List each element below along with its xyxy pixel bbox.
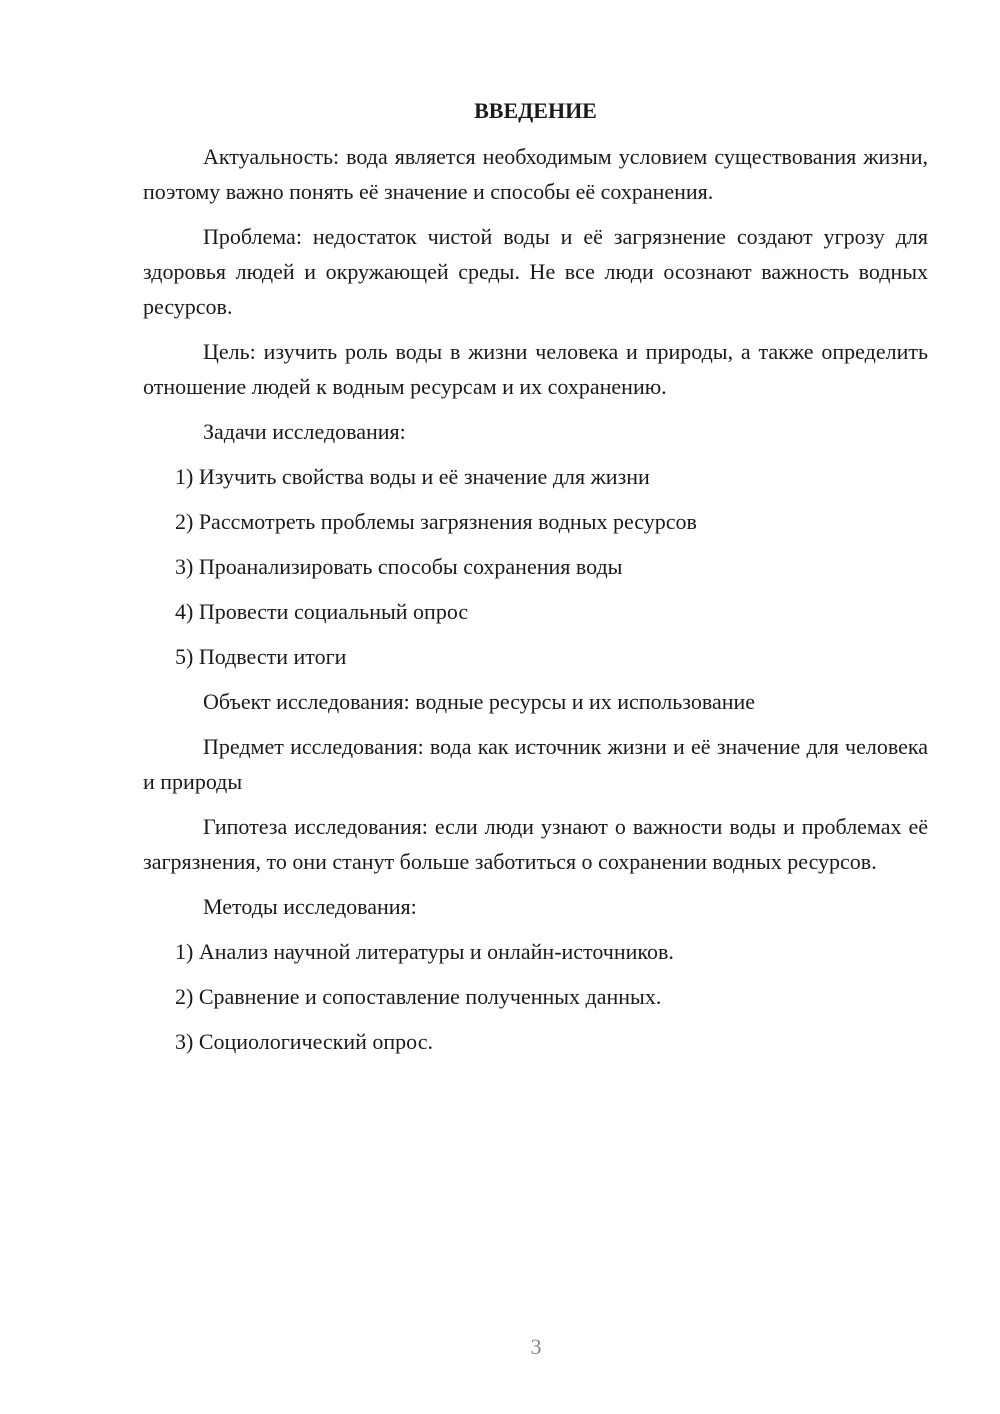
object-paragraph: Объект исследования: водные ресурсы и их использование (203, 689, 756, 714)
subject-paragraph: Предмет исследования: вода как источник жизни и её значение для человека и природы (143, 734, 928, 794)
list-item: 3) Проанализировать способы сохранения воды (175, 554, 623, 579)
document-body (143, 96, 928, 1069)
list-item: 2) Рассмотреть проблемы загрязнения водных ресурсов (175, 509, 697, 534)
methods-title: Методы исследования: (203, 894, 417, 919)
list-item: 2) Сравнение и сопоставление полученных данных. (175, 984, 662, 1009)
list-item: 1) Изучить свойства воды и её значение для жизни (175, 464, 650, 489)
goal-paragraph: Цель: изучить роль воды в жизни человека и природы, а также определить отношение людей к водным ресурсам и их сохранению. (143, 339, 928, 399)
tasks-title: Задачи исследования: (203, 419, 406, 444)
list-item: 3) Социологический опрос. (175, 1029, 433, 1054)
tasks-list (143, 459, 928, 674)
problem-paragraph: Проблема: недостаток чистой воды и её загрязнение создают угрозу для здоровья людей и окружающей среды. Не все люди осознают важность водных ресурсов. (143, 224, 928, 319)
methods-list (143, 934, 928, 1059)
list-item: 5) Подвести итоги (175, 644, 347, 669)
page-number: 3 (530, 1334, 542, 1359)
section-heading: ВВЕДЕНИЕ (474, 98, 597, 123)
relevance-paragraph: Актуальность: вода является необходимым условием существования жизни, поэтому важно понять её значение и способы её сохранения. (143, 144, 928, 204)
list-item: 1) Анализ научной литературы и онлайн-источников. (175, 939, 674, 964)
hypothesis-paragraph: Гипотеза исследования: если люди узнают о важности воды и проблемах её загрязнения, то они станут больше заботиться о сохранении водных ресурсов. (143, 814, 928, 874)
list-item: 4) Провести социальный опрос (175, 599, 469, 624)
